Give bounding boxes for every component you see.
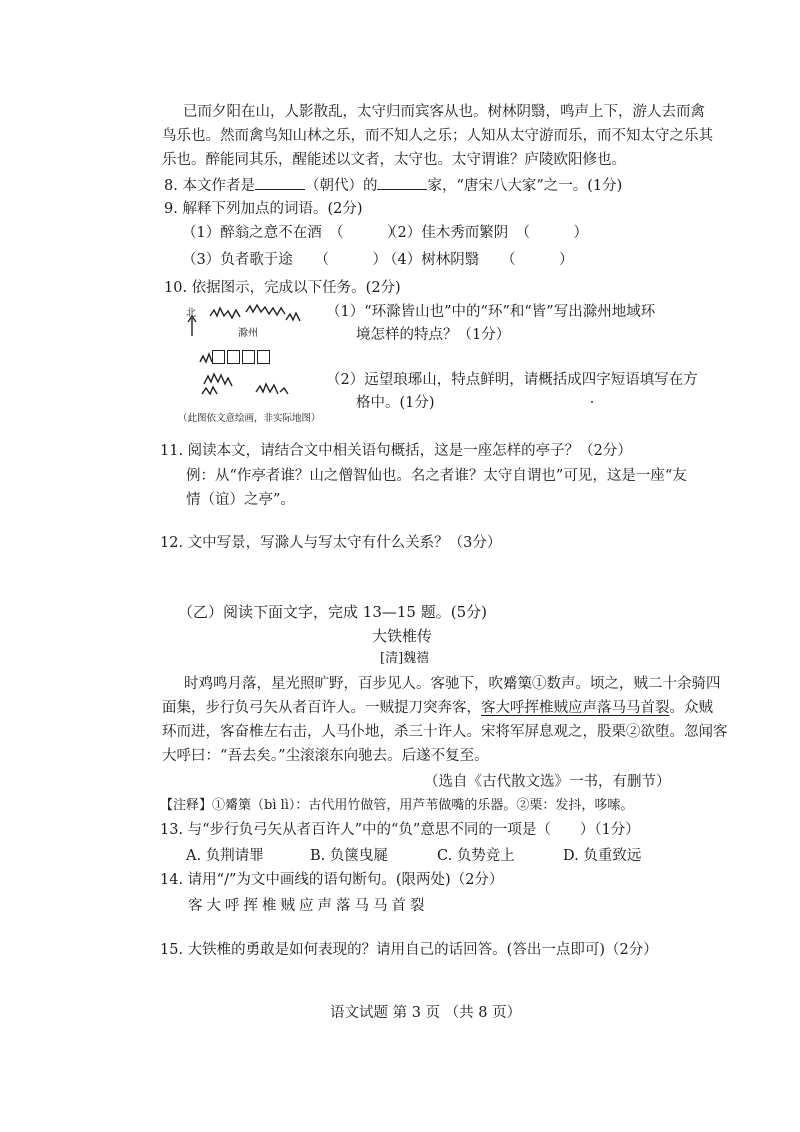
answer-box-3[interactable] xyxy=(242,350,255,364)
map-caption: （此图依文意绘画，非实际地图） xyxy=(178,413,321,424)
q8-blank-author[interactable] xyxy=(255,175,305,190)
article-line-2 xyxy=(162,698,713,718)
passage-line-3: 乐也。醉能同其乐，醒能述以文者，太守也。太守谓谁？庐陵欧阳修也。 xyxy=(162,152,626,168)
question-15-title: 15. 大铁椎的勇敢是如何表现的？请用自己的话回答。(答出一点即可)（2分） xyxy=(160,942,658,958)
q14-sentence: 客大呼挥椎贼应声落马马首裂 xyxy=(188,898,429,914)
question-10-title: 10. 依据图示，完成以下任务。(2分) xyxy=(164,280,401,296)
passage-line-1: 已而夕阳在山，人影散乱，太守归而宾客从也。树林阴翳，鸣声上下，游人去而禽 xyxy=(183,104,705,120)
q8-text-a: 本文作者是 xyxy=(182,178,255,194)
underlined-sentence: 客大呼挥椎贼应声落马马首裂 xyxy=(481,700,670,716)
q10-part-1b: 境怎样的特点？（1分） xyxy=(356,327,511,343)
article-line-3: 环而进，客奋椎左右击，人马仆地，杀三十许人。宋将军屏息观之，股栗②欲堕。忽闻客 xyxy=(162,724,728,740)
q9-item-2: （2）佳木秀而繁阴 （ ） xyxy=(383,225,588,241)
question-13-title: 13. 与“步行负弓矢从者百许人”中的“负”意思不同的一项是（ ）（1分） xyxy=(160,822,640,838)
map-city-label: 滁州 xyxy=(238,328,258,339)
q8-number: 8. xyxy=(164,178,178,194)
q11-example-line-2: 情（谊）之亭”。 xyxy=(186,492,295,508)
q8-blank-genre[interactable] xyxy=(377,175,427,190)
q13-option-b[interactable]: B. 负箧曳屣 xyxy=(310,848,388,864)
q9-item-3: （3）负者歌于途 （ ） xyxy=(182,252,387,268)
question-9-title: 9. 解释下列加点的词语。(2分) xyxy=(164,201,363,217)
article-source: （选自《古代散文选》一书，有删节） xyxy=(424,774,671,790)
q10-part-2b: 格中。(1分) xyxy=(356,395,435,411)
passage-line-2: 鸟乐也。然而禽鸟知山林之乐，而不知人之乐；人知从太守游而乐，而不知太守之乐其 xyxy=(162,128,713,144)
q10-part-1a: （1）“环滁皆山也”中的“环”和“皆”写出滁州地域环 xyxy=(326,304,656,320)
scan-dot xyxy=(591,401,593,403)
mountain-map-figure xyxy=(180,302,328,424)
q13-option-c[interactable]: C. 负势竞上 xyxy=(437,848,515,864)
article-line-4: 大呼曰：“吾去矣。”尘滚滚东向驰去。后遂不复至。 xyxy=(162,748,489,764)
article-notes: 【注释】①觱篥（bì lì）：古代用竹做管，用芦苇做嘴的乐器。②栗：发抖，哆嗦。 xyxy=(160,798,634,813)
question-8 xyxy=(164,175,622,196)
q13-option-a[interactable]: A. 负荆请罪 xyxy=(186,848,264,864)
q9-item-1: （1）醉翁之意不在酒 （ ） xyxy=(182,225,402,241)
article-author: [清]魏禧 xyxy=(380,651,430,666)
article-line-2b: 。众贼 xyxy=(669,700,713,716)
q10-part-2a: （2）远望琅琊山，特点鲜明，请概括成四字短语填写在方 xyxy=(326,372,698,388)
question-14-title: 14. 请用“/”为文中画线的语句断句。(限两处)（2分） xyxy=(160,872,504,888)
q11-example-line-1: 例：从“作亭者谁？山之僧智仙也。名之者谁？太守自谓也”可见，这是一座“友 xyxy=(186,468,687,484)
answer-box-1[interactable] xyxy=(212,350,225,364)
article-line-1: 时鸡鸣月落，星光照旷野，百步见人。客驰下，吹觱篥①数声。顷之，贼二十余骑四 xyxy=(184,676,721,692)
article-title: 大铁椎传 xyxy=(372,627,433,645)
map-north-label: 北 xyxy=(186,308,196,319)
answer-box-2[interactable] xyxy=(227,350,240,364)
question-11-title: 11. 阅读本文，请结合文中相关语句概括，这是一座怎样的亭子？（2分） xyxy=(160,443,632,459)
question-12-title: 12. 文中写景，写滁人与写太守有什么关系？（3分） xyxy=(160,535,502,551)
part-b-heading: （乙）阅读下面文字，完成 13—15 题。(5分) xyxy=(178,603,487,621)
q8-text-c: 家，“唐宋八大家”之一。(1分) xyxy=(427,178,623,194)
article-line-2a: 面集，步行负弓矢从者百许人。一贼提刀突奔客， xyxy=(162,700,481,716)
page-footer: 语文试题 第 3 页 （共 8 页） xyxy=(330,1005,522,1021)
four-character-boxes xyxy=(212,350,270,364)
q13-option-d[interactable]: D. 负重致远 xyxy=(563,848,642,864)
q8-text-b: （朝代）的 xyxy=(304,178,378,194)
q9-item-4: （4）树林阴翳 （ ） xyxy=(383,252,574,268)
answer-box-4[interactable] xyxy=(257,350,270,364)
